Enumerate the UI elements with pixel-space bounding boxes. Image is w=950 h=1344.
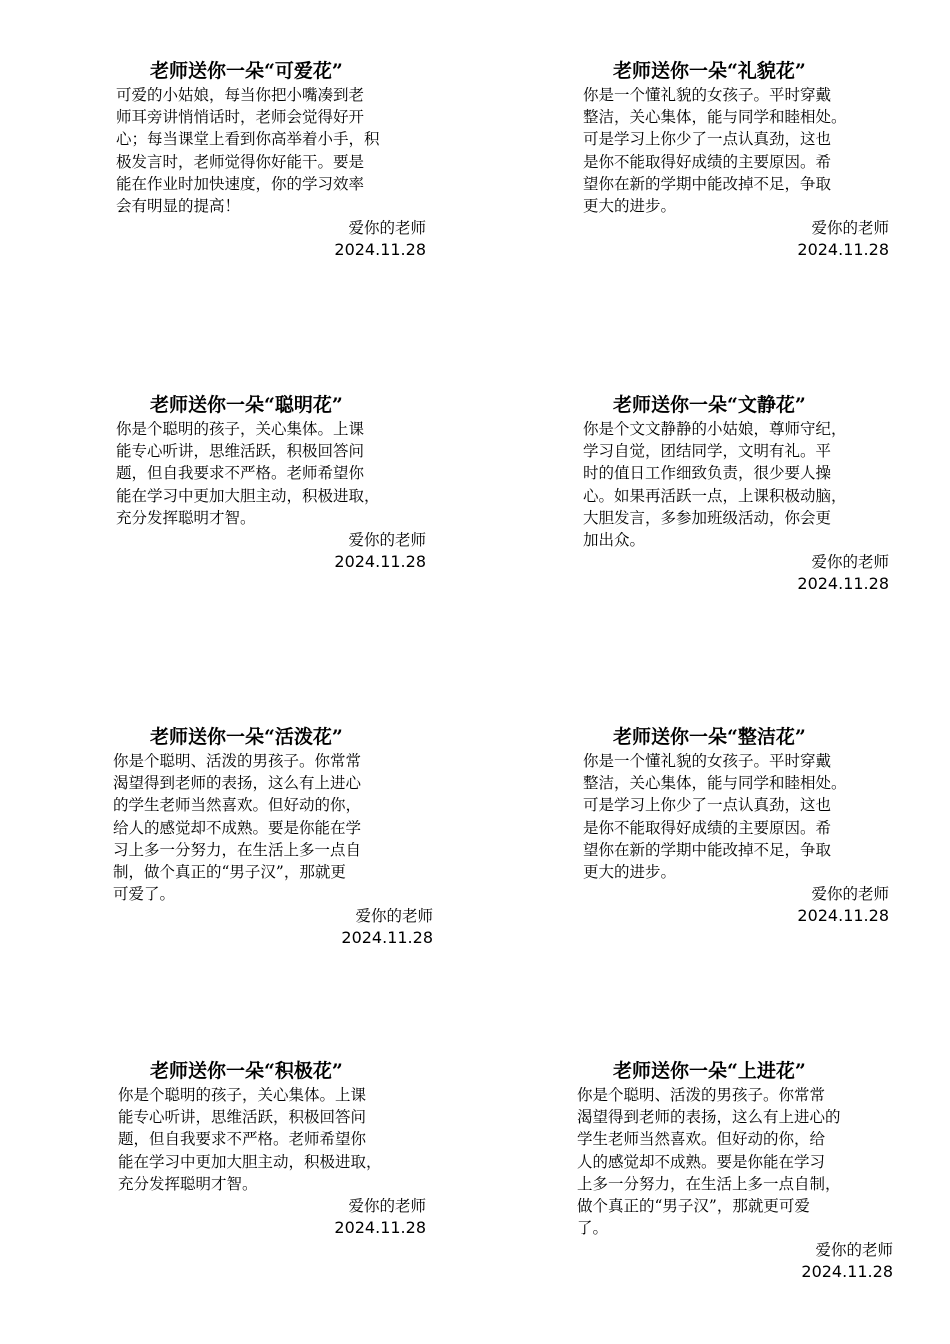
message-line: 心。如果再活跃一点，上课积极动脑， — [583, 486, 847, 505]
message-line: 题，但自我要求不严格。老师希望你 — [118, 1130, 367, 1149]
date: 2024.11.28 — [797, 240, 889, 260]
message-line: 可爱了。 — [113, 885, 176, 904]
message-line: 充分发挥聪明才智。 — [116, 508, 256, 527]
message-line: 你是个聪明的孩子，关心集体。上课 — [116, 420, 365, 438]
message-line: 人的感觉却不成熟。要是你能在学习 — [577, 1152, 826, 1171]
message-line: 你是一个懂礼貌的女孩子。平时穿戴 — [583, 86, 832, 104]
card-message — [118, 1084, 448, 1195]
message-line: 渴望得到老师的表扬，这么有上进心 — [113, 774, 362, 793]
message-line: 大胆发言，多参加班级活动，你会更 — [583, 508, 832, 527]
message-line: 充分发挥聪明才智。 — [118, 1174, 258, 1193]
signature: 爱你的老师 — [811, 885, 889, 904]
message-line: 学生老师当然喜欢。但好动的你，给 — [577, 1130, 826, 1149]
card-quiet-flower — [583, 392, 913, 595]
date: 2024.11.28 — [334, 1217, 426, 1237]
message-line: 可是学习上你少了一点认真劲，这也 — [583, 796, 832, 815]
message-line: 能专心听讲，思维活跃，积极回答问 — [116, 442, 365, 461]
message-line: 你是一个懂礼貌的女孩子。平时穿戴 — [583, 752, 832, 770]
signature: 爱你的老师 — [815, 1241, 893, 1260]
card-title: 老师送你一朵“可爱花” — [150, 60, 343, 82]
card-message — [583, 750, 913, 883]
card-message — [583, 84, 913, 217]
date: 2024.11.28 — [341, 928, 433, 948]
card-message — [583, 418, 913, 551]
card-title: 老师送你一朵“上进花” — [613, 1060, 806, 1082]
message-line: 你是个文文静静的小姑娘，尊师守纪， — [583, 420, 847, 438]
message-line: 能在学习中更加大胆主动，积极进取， — [118, 1152, 382, 1171]
message-line: 做个真正的“男子汉”，那就更可爱 — [577, 1196, 810, 1215]
date: 2024.11.28 — [797, 906, 889, 926]
signature: 爱你的老师 — [348, 530, 426, 549]
message-line: 上多一分努力，在生活上多一点自制， — [577, 1174, 841, 1193]
signature: 爱你的老师 — [348, 219, 426, 238]
message-line: 师耳旁讲悄悄话时，老师会觉得好开 — [116, 108, 365, 127]
message-line: 是你不能取得好成绩的主要原因。希 — [583, 152, 832, 171]
message-line: 可爱的小姑娘，每当你把小嘴凑到老 — [116, 86, 365, 104]
card-title: 老师送你一朵“聪明花” — [150, 394, 343, 416]
signature: 爱你的老师 — [355, 907, 433, 926]
card-message — [113, 750, 443, 905]
message-line: 加出众。 — [583, 530, 646, 549]
message-line: 能专心听讲，思维活跃，积极回答问 — [118, 1108, 367, 1127]
message-line: 习上多一分努力，在生活上多一点自 — [113, 840, 362, 859]
message-line: 给人的感觉却不成熟。要是你能在学 — [113, 818, 362, 837]
message-line: 制，做个真正的“男子汉”，那就更 — [113, 862, 346, 881]
card-cute-flower — [116, 58, 446, 261]
date: 2024.11.28 — [334, 240, 426, 260]
card-progress-flower — [577, 1058, 907, 1283]
card-lively-flower — [113, 724, 443, 949]
card-title: 老师送你一朵“积极花” — [150, 1060, 343, 1082]
card-smart-flower — [116, 392, 446, 573]
message-line: 更大的进步。 — [583, 862, 677, 881]
message-line: 学习自觉，团结同学，文明有礼。平 — [583, 442, 832, 461]
message-line: 了。 — [577, 1219, 609, 1238]
date: 2024.11.28 — [797, 574, 889, 594]
message-line: 你是个聪明、活泼的男孩子。你常常 — [113, 752, 362, 770]
date: 2024.11.28 — [801, 1262, 893, 1282]
card-message — [116, 84, 446, 217]
message-line: 整洁，关心集体，能与同学和睦相处。 — [583, 774, 847, 793]
message-line: 望你在新的学期中能改掉不足，争取 — [583, 840, 832, 859]
message-line: 可是学习上你少了一点认真劲，这也 — [583, 130, 832, 149]
card-tidy-flower — [583, 724, 913, 927]
message-line: 更大的进步。 — [583, 196, 677, 215]
message-line: 能在作业时加快速度，你的学习效率 — [116, 174, 365, 193]
card-title: 老师送你一朵“整洁花” — [613, 726, 806, 748]
signature: 爱你的老师 — [811, 219, 889, 238]
message-line: 心；每当课堂上看到你高举着小手，积 — [116, 130, 380, 149]
message-line: 你是个聪明的孩子，关心集体。上课 — [118, 1086, 367, 1104]
message-line: 整洁，关心集体，能与同学和睦相处。 — [583, 108, 847, 127]
date: 2024.11.28 — [334, 551, 426, 571]
message-line: 你是个聪明、活泼的男孩子。你常常 — [577, 1086, 826, 1104]
message-line: 望你在新的学期中能改掉不足，争取 — [583, 174, 832, 193]
card-title: 老师送你一朵“活泼花” — [150, 726, 343, 748]
signature: 爱你的老师 — [811, 553, 889, 572]
message-line: 时的值日工作细致负责，很少要人操 — [583, 464, 832, 483]
message-line: 渴望得到老师的表扬，这么有上进心的 — [577, 1108, 841, 1127]
card-title: 老师送你一朵“礼貌花” — [613, 60, 806, 82]
message-line: 题，但自我要求不严格。老师希望你 — [116, 464, 365, 483]
message-line: 是你不能取得好成绩的主要原因。希 — [583, 818, 832, 837]
card-active-flower — [118, 1058, 448, 1239]
card-polite-flower — [583, 58, 913, 261]
message-line: 极发言时，老师觉得你好能干。要是 — [116, 152, 365, 171]
card-message — [577, 1084, 907, 1239]
message-line: 会有明显的提高！ — [116, 196, 241, 215]
message-line: 的学生老师当然喜欢。但好动的你， — [113, 796, 362, 815]
signature: 爱你的老师 — [348, 1196, 426, 1215]
card-title: 老师送你一朵“文静花” — [613, 394, 806, 416]
message-line: 能在学习中更加大胆主动，积极进取， — [116, 486, 380, 505]
card-message — [116, 418, 446, 529]
